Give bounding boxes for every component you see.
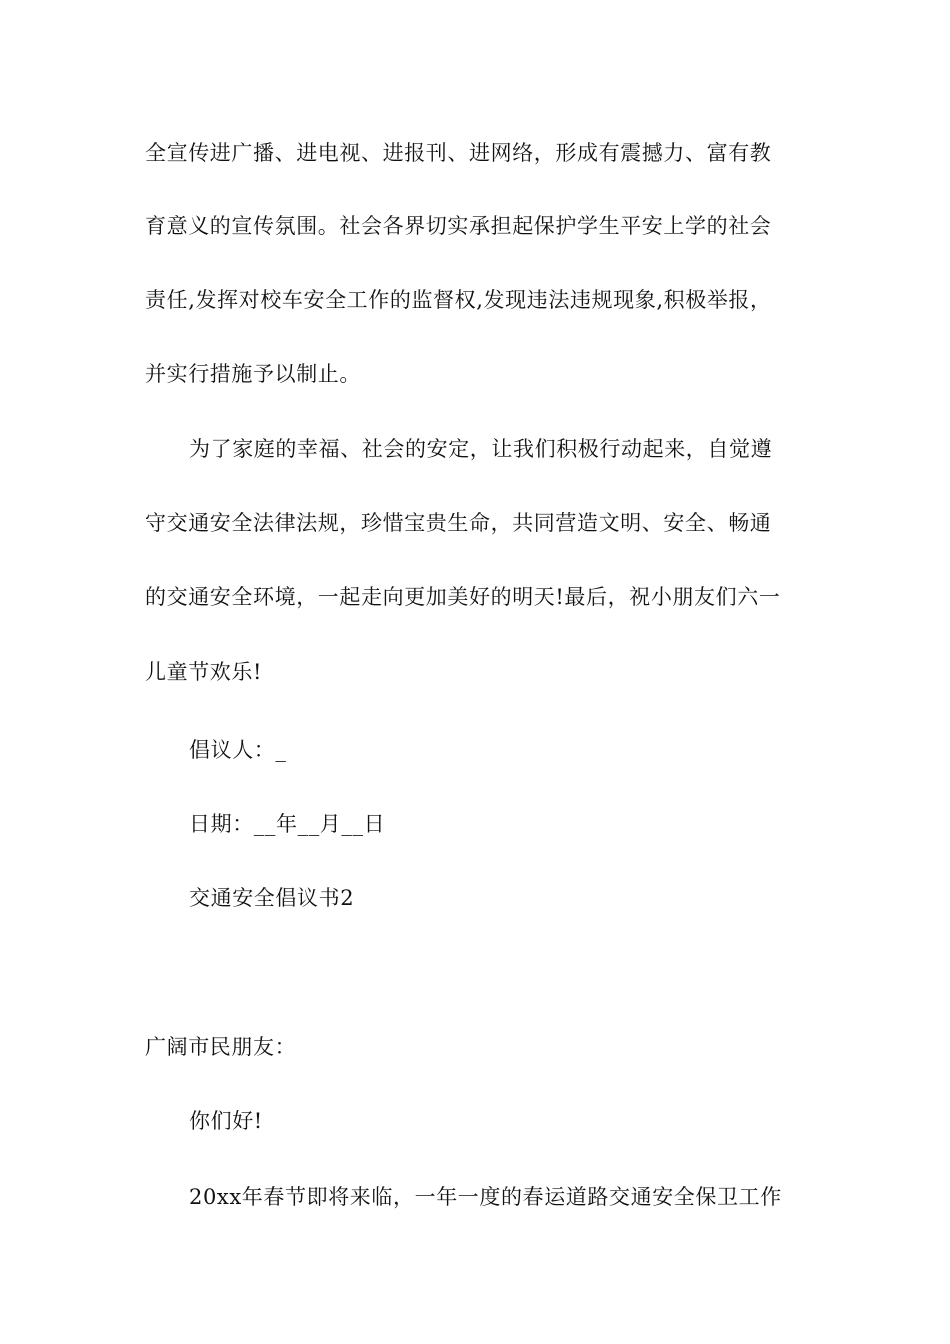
salutation: 广阔市民朋友：: [145, 1035, 297, 1059]
paragraph-3-line-1: 20xx年春节即将来临，一年一度的春运道路交通安全保卫工作: [189, 1185, 782, 1209]
paragraph-2-line-2: 守交通安全法律法规，珍惜宝贵生命，共同营造文明、安全、畅通: [145, 511, 772, 535]
paragraph-1-line-1: 全宣传进广播、进电视、进报刊、进网络，形成有震撼力、富有教: [145, 141, 772, 165]
paragraph-2-line-4: 儿童节欢乐!: [145, 660, 263, 684]
paragraph-1-line-3: 责任,发挥对校车安全工作的监督权,发现违法违规现象,积极举报，: [145, 288, 772, 312]
paragraph-1-line-2: 育意义的宣传氛围。社会各界切实承担起保护学生平安上学的社会: [145, 214, 772, 238]
greeting: 你们好!: [189, 1109, 263, 1133]
date-line: 日期：__年__月__日: [189, 812, 386, 836]
signer-line: 倡议人：_: [189, 738, 287, 762]
paragraph-2-line-3: 的交通安全环境，一起走向更加美好的明天!最后，祝小朋友们六一: [145, 585, 781, 609]
paragraph-1-line-4: 并实行措施予以制止。: [145, 362, 361, 386]
paragraph-2-line-1: 为了家庭的幸福、社会的安定，让我们积极行动起来，自觉遵: [189, 437, 773, 461]
section-title: 交通安全倡议书2: [189, 886, 355, 910]
